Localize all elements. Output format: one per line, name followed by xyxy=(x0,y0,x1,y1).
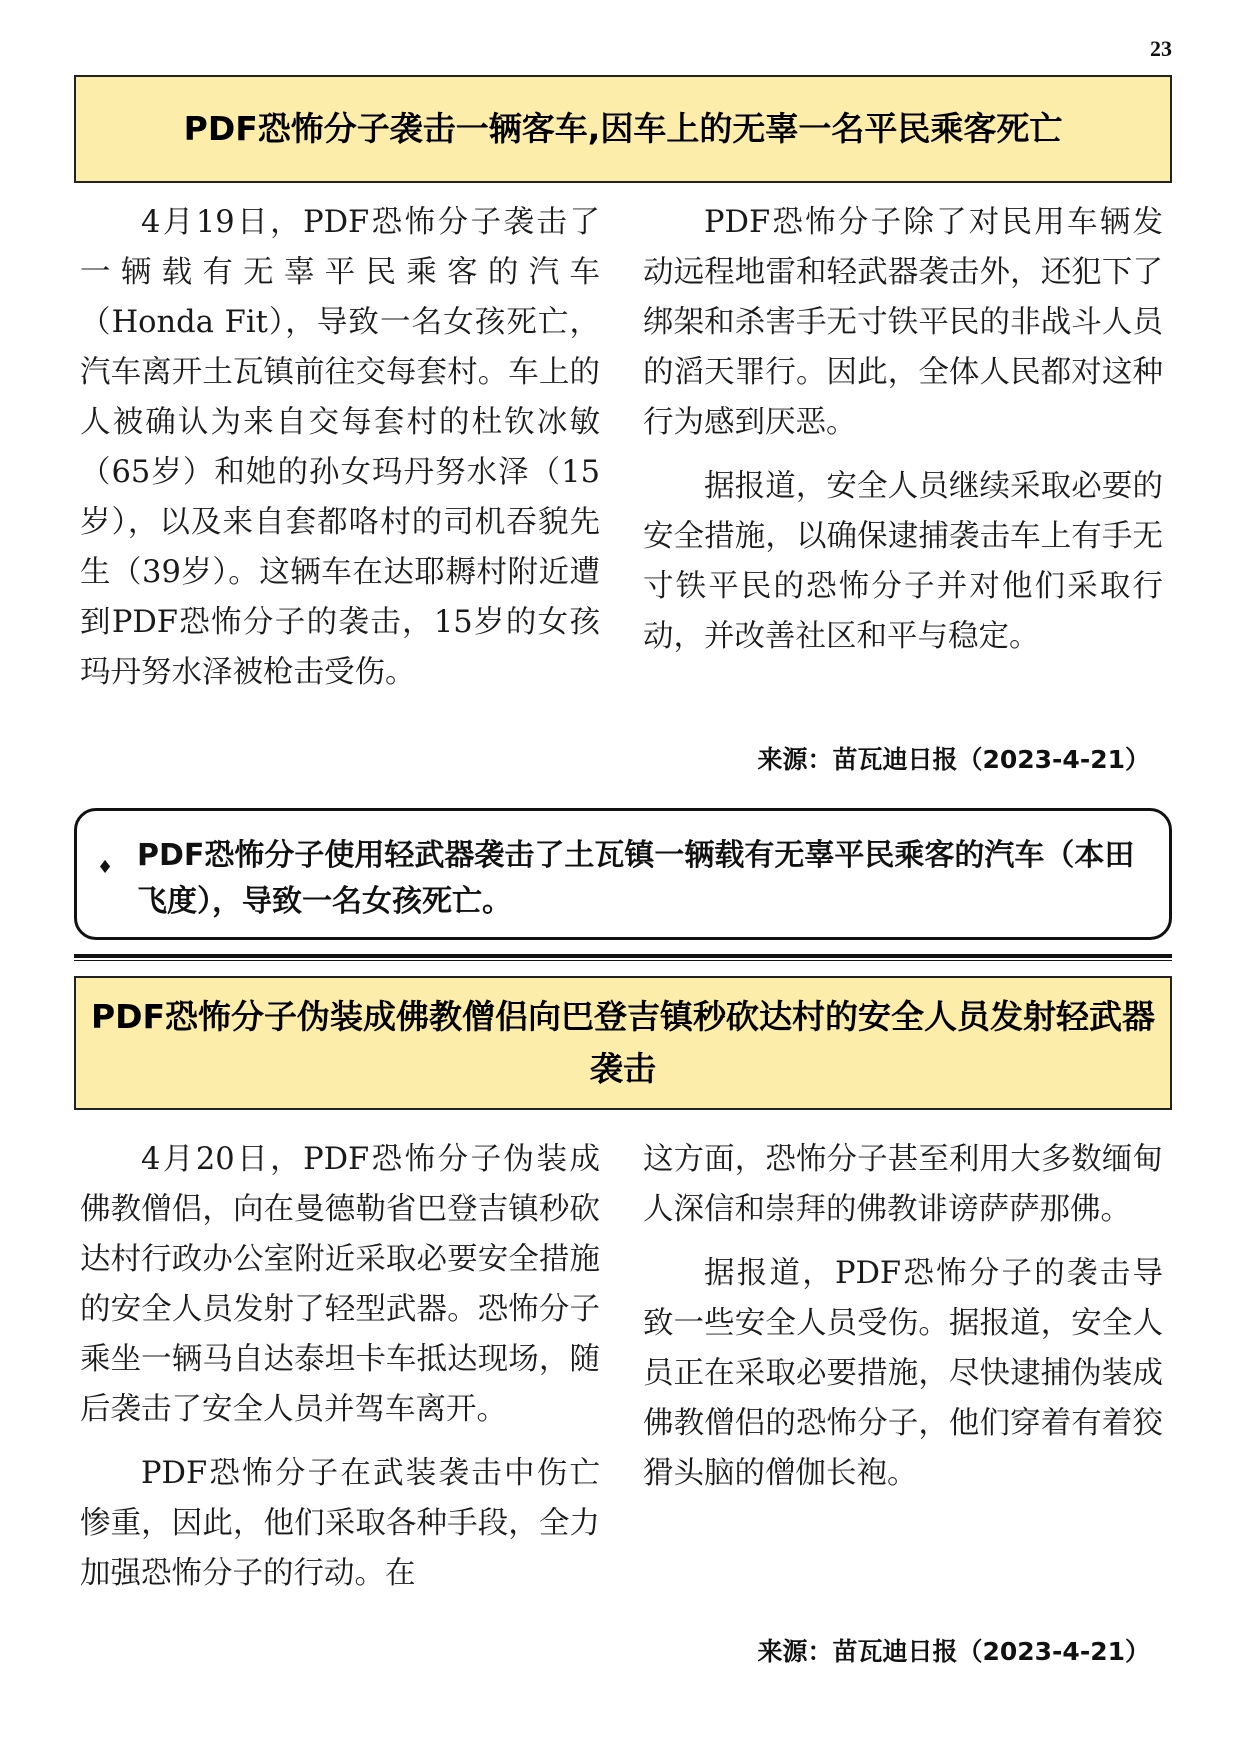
article-2-left-column xyxy=(80,1135,600,1599)
article-1-source: 来源：苗瓦迪日报（2023-4-21） xyxy=(757,745,1150,774)
article-2-right-column xyxy=(643,1135,1163,1499)
article-1-paragraph: 据报道，安全人员继续采取必要的安全措施，以确保逮捕袭击车上有手无寸铁平民的恐怖分子并对他们采取行动，并改善社区和平与稳定。 xyxy=(643,469,1163,654)
article-2-paragraph: 据报道，PDF恐怖分子的袭击导致一些安全人员受伤。据报道，安全人员正在采取必要措施，尽快逮捕伪装成佛教僧侣的恐怖分子，他们穿着有着狡猾头脑的僧伽长袍。 xyxy=(643,1256,1163,1491)
article-2-paragraph: 4月20日，PDF恐怖分子伪装成佛教僧侣，向在曼德勒省巴登吉镇秒砍达村行政办公室附近采取必要安全措施的安全人员发射了轻型武器。恐怖分子乘坐一辆马自达泰坦卡车抵达现场，随后袭击了安全人员并驾车离开。 xyxy=(80,1142,600,1427)
highlight-text: PDF恐怖分子使用轻武器袭击了土瓦镇一辆载有无辜平民乘客的汽车（本田飞度），导致一名女孩死亡。 xyxy=(137,838,1135,919)
article-2-source: 来源：苗瓦迪日报（2023-4-21） xyxy=(757,1637,1150,1666)
article-1-left-column xyxy=(80,198,600,698)
page-number: 23 xyxy=(1150,36,1172,61)
article-2-paragraph: PDF恐怖分子在武装袭击中伤亡惨重，因此，他们采取各种手段，全力加强恐怖分子的行动。在 xyxy=(80,1456,600,1591)
highlight-box xyxy=(74,808,1172,940)
section-divider xyxy=(74,954,1172,961)
article-1-headline-text: PDF恐怖分子袭击一辆客车,因车上的无辜一名平民乘客死亡 xyxy=(183,109,1063,148)
article-1-right-column xyxy=(643,198,1163,662)
article-1-paragraph: 4月19日，PDF恐怖分子袭击了一辆载有无辜平民乘客的汽车（Honda Fit），导致一名女孩死亡，汽车离开土瓦镇前往交每套村。车上的人被确认为来自交每套村的杜钦冰敏（65岁）和她的孙女玛丹努水泽（15岁），以及来自套都咯村的司机吞貌先生（39岁）。这辆车在达耶耨村附近遭到PDF恐怖分子的袭击，15岁的女孩玛丹努水泽被枪击受伤。 xyxy=(80,205,600,690)
article-2-headline xyxy=(74,976,1172,1110)
article-1-headline xyxy=(74,75,1172,183)
article-2-paragraph: 这方面，恐怖分子甚至利用大多数缅甸人深信和崇拜的佛教诽谤萨萨那佛。 xyxy=(643,1142,1163,1227)
diamond-bullet-icon: ♦ xyxy=(97,857,114,878)
article-1-paragraph: PDF恐怖分子除了对民用车辆发动远程地雷和轻武器袭击外，还犯下了绑架和杀害手无寸铁平民的非战斗人员的滔天罪行。因此，全体人民都对这种行为感到厌恶。 xyxy=(643,205,1163,440)
article-2-headline-text: PDF恐怖分子伪装成佛教僧侣向巴登吉镇秒砍达村的安全人员发射轻武器袭击 xyxy=(90,997,1156,1088)
